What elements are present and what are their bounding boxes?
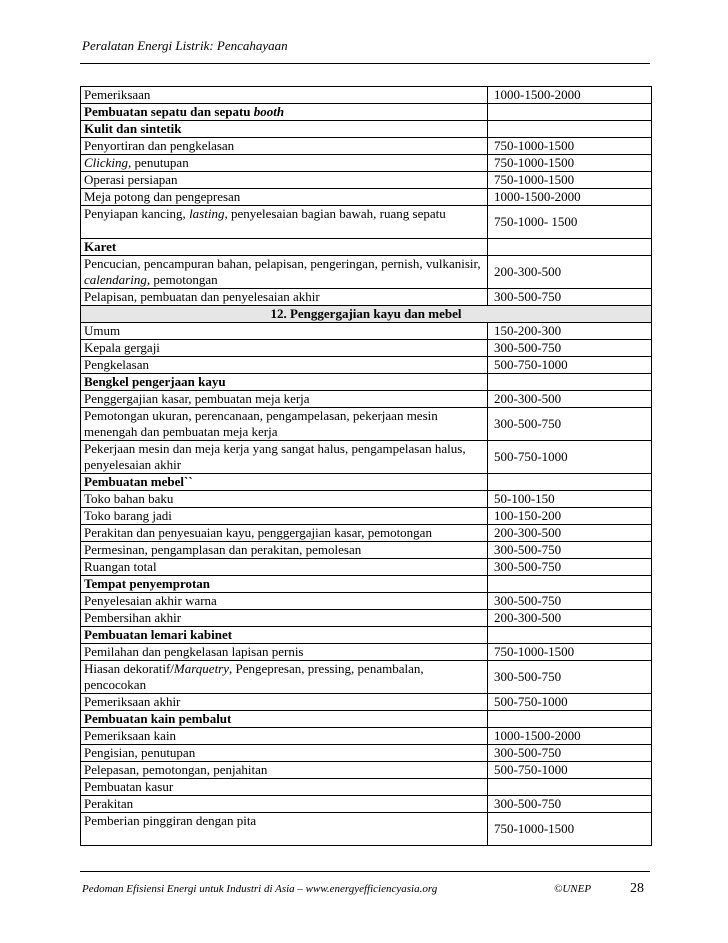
category-row — [81, 576, 652, 593]
table-row — [81, 408, 652, 441]
description-text: Pencucian, pencampuran bahan, pelapisan, pengeringan, pernish, vulkanisir, — [84, 256, 481, 271]
footer-text: Pedoman Efisiensi Energi untuk Industri di Asia – www.energyefficiencyasia.org — [82, 883, 438, 895]
description-text: Kepala gergaji — [84, 340, 160, 355]
row-description — [81, 796, 488, 813]
lux-value — [488, 711, 652, 728]
description-text: booth — [253, 104, 285, 119]
illuminance-table — [80, 86, 652, 846]
description-text: Pemeriksaan kain — [84, 728, 177, 743]
row-description — [81, 441, 488, 474]
row-description — [81, 728, 488, 745]
description-text: Kulit dan sintetik — [84, 121, 182, 136]
section-title — [81, 306, 652, 323]
description-text: Umum — [84, 323, 121, 338]
footer-copyright: ©UNEP — [554, 883, 592, 895]
table-row — [81, 391, 652, 408]
footer-divider — [80, 871, 650, 872]
lux-value: 750-1000-1500 — [488, 644, 652, 661]
category-row — [81, 627, 652, 644]
lux-value: 1000-1500-2000 — [488, 728, 652, 745]
table-row — [81, 525, 652, 542]
table-row — [81, 138, 652, 155]
lux-value: 300-500-750 — [488, 745, 652, 762]
lux-value: 300-500-750 — [488, 289, 652, 306]
row-description — [81, 593, 488, 610]
category-row — [81, 711, 652, 728]
lux-value: 750-1000-1500 — [488, 172, 652, 189]
description-text: Pengisian, penutupan — [84, 745, 196, 760]
row-description — [81, 206, 488, 239]
description-text: Penggergajian kasar, pembuatan meja kerja — [84, 391, 310, 406]
lux-value: 300-500-750 — [488, 559, 652, 576]
description-text: , pemotongan — [146, 272, 218, 287]
row-description — [81, 104, 488, 121]
description-text: Karet — [84, 239, 117, 254]
description-text: Pembersihan akhir — [84, 610, 182, 625]
table-row — [81, 813, 652, 846]
lux-value — [488, 121, 652, 138]
table-row — [81, 644, 652, 661]
lux-value: 150-200-300 — [488, 323, 652, 340]
description-text: 12. Penggergajian kayu dan mebel — [270, 306, 462, 321]
lux-value — [488, 239, 652, 256]
description-text: Toko barang jadi — [84, 508, 172, 523]
row-description — [81, 813, 488, 846]
row-description — [81, 323, 488, 340]
row-description — [81, 474, 488, 491]
description-text: Penyortiran dan pengkelasan — [84, 138, 235, 153]
row-description — [81, 762, 488, 779]
lux-value: 300-500-750 — [488, 796, 652, 813]
table-row — [81, 289, 652, 306]
row-description — [81, 576, 488, 593]
description-text: Pemeriksaan akhir — [84, 694, 181, 709]
row-description — [81, 172, 488, 189]
table-row — [81, 441, 652, 474]
category-row — [81, 121, 652, 138]
row-description — [81, 542, 488, 559]
table-row — [81, 593, 652, 610]
row-description — [81, 491, 488, 508]
row-description — [81, 610, 488, 627]
table-row — [81, 87, 652, 104]
description-text: Pemilahan dan pengkelasan lapisan pernis — [84, 644, 304, 659]
table-row — [81, 323, 652, 340]
description-text: Pembuatan mebel`` — [84, 474, 193, 489]
lux-value: 1000-1500-2000 — [488, 189, 652, 206]
table-row — [81, 172, 652, 189]
lux-value: 750-1000-1500 — [488, 155, 652, 172]
description-text: calendaring — [84, 272, 147, 287]
table-row — [81, 491, 652, 508]
table-row — [81, 357, 652, 374]
lux-value — [488, 474, 652, 491]
row-description — [81, 711, 488, 728]
description-text: Ruangan total — [84, 559, 157, 574]
category-row — [81, 239, 652, 256]
description-text: Perakitan dan penyesuaian kayu, penggergajian kasar, pemotongan — [84, 525, 432, 540]
row-description — [81, 745, 488, 762]
row-description — [81, 559, 488, 576]
table-row — [81, 762, 652, 779]
lux-value: 200-300-500 — [488, 391, 652, 408]
description-text: Marquetry — [173, 661, 230, 676]
table-row — [81, 610, 652, 627]
row-description — [81, 155, 488, 172]
description-text: Pengkelasan — [84, 357, 149, 372]
lux-value: 200-300-500 — [488, 256, 652, 289]
category-row — [81, 474, 652, 491]
description-text: Hiasan dekoratif/ — [84, 661, 174, 676]
row-description — [81, 189, 488, 206]
description-text: Pembuatan kasur — [84, 779, 174, 794]
lux-value: 300-500-750 — [488, 661, 652, 694]
row-description — [81, 644, 488, 661]
description-text: Pelapisan, pembuatan dan penyelesaian akhir — [84, 289, 320, 304]
table-row — [81, 796, 652, 813]
table-row — [81, 206, 652, 239]
lux-value: 500-750-1000 — [488, 441, 652, 474]
lux-value — [488, 374, 652, 391]
lux-value: 300-500-750 — [488, 593, 652, 610]
lux-value: 750-1000-1500 — [488, 813, 652, 846]
description-text: Pemotongan ukuran, perencanaan, pengampelasan, pekerjaan mesin menengah dan pembuatan meja kerja — [84, 408, 438, 439]
row-description — [81, 289, 488, 306]
row-description — [81, 340, 488, 357]
table-row — [81, 779, 652, 796]
description-text: Pembuatan sepatu dan sepatu — [84, 104, 254, 119]
lux-value: 100-150-200 — [488, 508, 652, 525]
lux-value: 200-300-500 — [488, 525, 652, 542]
lux-value: 500-750-1000 — [488, 762, 652, 779]
description-text: Operasi persiapan — [84, 172, 178, 187]
category-row — [81, 374, 652, 391]
lux-value — [488, 627, 652, 644]
row-description — [81, 391, 488, 408]
lux-value: 500-750-1000 — [488, 694, 652, 711]
description-text: Pelepasan, pemotongan, penjahitan — [84, 762, 268, 777]
description-text: lasting, — [189, 206, 228, 221]
row-description — [81, 357, 488, 374]
row-description — [81, 87, 488, 104]
description-text: penutupan — [131, 155, 189, 170]
row-description — [81, 121, 488, 138]
table-row — [81, 661, 652, 694]
lux-value: 300-500-750 — [488, 408, 652, 441]
lux-value: 750-1000- 1500 — [488, 206, 652, 239]
section-row — [81, 306, 652, 323]
description-text: Clicking, — [84, 155, 132, 170]
table-row — [81, 155, 652, 172]
lux-value: 750-1000-1500 — [488, 138, 652, 155]
description-text: penyelesaian bagian bawah, ruang sepatu — [227, 206, 446, 221]
lux-value: 1000-1500-2000 — [488, 87, 652, 104]
row-description — [81, 138, 488, 155]
row-description — [81, 779, 488, 796]
description-text: Penyiapan kancing, — [84, 206, 190, 221]
description-text: Meja potong dan pengepresan — [84, 189, 241, 204]
page-number: 28 — [630, 881, 644, 896]
lux-value: 500-750-1000 — [488, 357, 652, 374]
description-text: Pemberian pinggiran dengan pita — [84, 813, 257, 828]
running-header: Peralatan Energi Listrik: Pencahayaan — [82, 38, 288, 53]
description-text: Pembuatan kain pembalut — [84, 711, 232, 726]
description-text: Permesinan, pengamplasan dan perakitan, pemolesan — [84, 542, 362, 557]
lux-value — [488, 576, 652, 593]
table-row — [81, 189, 652, 206]
row-description — [81, 374, 488, 391]
description-text: Perakitan — [84, 796, 134, 811]
description-text: Toko bahan baku — [84, 491, 174, 506]
description-text: Pemeriksaan — [84, 87, 151, 102]
row-description — [81, 508, 488, 525]
row-description — [81, 256, 488, 289]
row-description — [81, 239, 488, 256]
lux-value: 300-500-750 — [488, 542, 652, 559]
description-text: Bengkel pengerjaan kayu — [84, 374, 226, 389]
row-description — [81, 525, 488, 542]
description-text: Pembuatan lemari kabinet — [84, 627, 233, 642]
lux-value — [488, 104, 652, 121]
lux-value: 50-100-150 — [488, 491, 652, 508]
table-row — [81, 728, 652, 745]
table-row — [81, 542, 652, 559]
table-row — [81, 745, 652, 762]
row-description — [81, 627, 488, 644]
description-text: Tempat penyemprotan — [84, 576, 211, 591]
table-row — [81, 559, 652, 576]
header-divider — [80, 63, 650, 64]
table-row — [81, 694, 652, 711]
description-text: Penyelesaian akhir warna — [84, 593, 217, 608]
category-row — [81, 104, 652, 121]
description-text: , Pengepresan, pressing, penambalan, pencocokan — [84, 661, 424, 692]
description-text: Pekerjaan mesin dan meja kerja yang sangat halus, pengampelasan halus, penyelesaian akhir — [84, 441, 466, 472]
table-row — [81, 340, 652, 357]
lux-value — [488, 779, 652, 796]
table-row — [81, 256, 652, 289]
lux-value: 200-300-500 — [488, 610, 652, 627]
lux-value: 300-500-750 — [488, 340, 652, 357]
row-description — [81, 661, 488, 694]
table-row — [81, 508, 652, 525]
row-description — [81, 408, 488, 441]
row-description — [81, 694, 488, 711]
table-body — [81, 87, 652, 846]
